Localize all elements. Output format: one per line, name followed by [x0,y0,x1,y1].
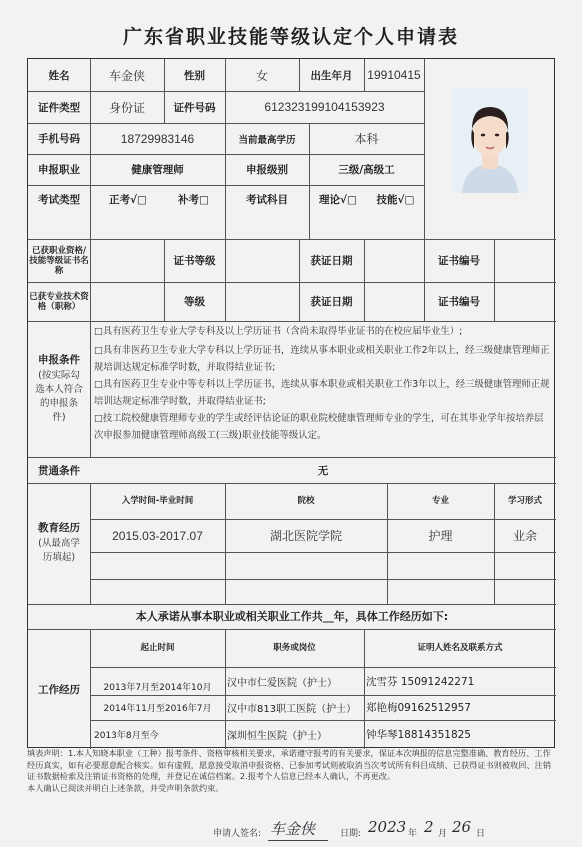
edu-row-form: 业余 [512,529,537,543]
through-value: 无 [317,464,329,477]
subject-skill-option[interactable]: 技能√□ [376,193,415,206]
obtain-date-label: 获证日期 [310,255,353,267]
exam-type-label: 考试类型 [38,193,80,206]
form-title: 广东省职业技能等级认定个人申请表 [122,26,459,48]
cond-sub: (按实际勾选本人符合的申报条件) [35,369,83,423]
cond-title: 申报条件 [38,353,80,366]
gender-label: 性别 [184,69,205,82]
edu-hist-title: 教育经历 [38,522,80,534]
condition-1[interactable]: □具有医药卫生专业大学专科及以上学历证书（含尚未取得毕业证书的在校应届毕业生）; [94,326,463,337]
gender-value: 女 [255,68,268,83]
id-type-value: 身份证 [108,100,145,115]
grade-label: 等级 [184,296,205,308]
date-label: 日期: [340,829,362,839]
edu-hist-block [28,483,90,604]
work-commitment: 本人承诺从事本职业或相关职业工作共__年，具体工作经历如下: [135,610,449,623]
id-no-value: 612323199104153923 [264,100,385,114]
form-table [27,58,555,748]
phone-value: 18729983146 [120,131,195,146]
sign-month-unit: 月 [438,829,448,839]
applicant-photo [452,89,528,193]
sign-year: 2023 [368,818,407,836]
sign-day-unit: 日 [476,829,486,839]
obtain-date2-label: 获证日期 [310,296,353,308]
subject-theory-option[interactable]: 理论√□ [319,193,357,206]
conditions-list [90,321,556,444]
signature-underline [268,840,328,841]
cond-label-block [28,321,90,457]
name-value: 车金侠 [108,68,145,83]
id-type-label: 证件类型 [38,101,80,114]
edu-header-school: 院校 [297,496,315,506]
birth-label: 出生年月 [310,69,353,82]
edu-value: 本科 [354,132,379,146]
work-row-2-witness: 郑艳梅09162512957 [366,702,471,714]
exam-first-option[interactable]: 正考√□ [109,193,147,206]
cert-level-label: 证书等级 [173,255,216,267]
job-label: 申报职业 [38,164,80,176]
job-value: 健康管理师 [131,164,184,176]
exam-makeup-option[interactable]: 补考□ [178,193,209,206]
phone-label: 手机号码 [38,133,80,145]
sign-year-unit: 年 [408,829,418,839]
declaration-text: 填表声明：1.本人知晓本职业（工种）报考条件、资格审核相关要求，承诺遵守报考的有关要求，保证本次填报的信息完整准确、教育经历、工作经历真实，如有必要愿意配合核实。如有虚假，愿意接受取消申报资格、已参加考试则被取消当次考试所有科目成绩、已获得证书则被收回、注销证书数据检索及注销证书资格的处理，并登记在诚信档案。2.报考个人信息已经本人确认，不再更改。 [27,748,552,782]
cert-no-label: 证书编号 [438,255,480,267]
exam-subject-label: 考试科目 [246,193,288,206]
edu-header-form: 学习形式 [507,496,542,506]
birth-value: 19910415 [367,68,421,82]
declaration [27,748,555,794]
sign-day: 26 [452,818,472,836]
condition-2[interactable]: □具有非医药卫生专业大学专科以上学历证书，连续从事本职业或相关职业工作2年以上，经三级健康管理师正规培训达规定标准学时数，并取得结业证书; [94,345,550,373]
work-row-2-period: 2014年11月至2016年7月 [103,704,212,714]
edu-hist-sub: (从最高学历填起) [38,538,80,563]
cert-no2-label: 证书编号 [438,296,480,308]
edu-header-period: 入学时间-毕业时间 [121,496,194,506]
edu-row-period: 2015.03-2017.07 [112,528,203,543]
work-row-3-witness: 钟华琴18814351825 [366,728,471,741]
declaration-confirm: 本人确认已阅读并明白上述条款，并受声明条款约束。 [27,782,224,793]
title-held-label: 已获专业技术资格（职称） [29,291,89,312]
work-header-witness: 证明人姓名及联系方式 [417,643,503,653]
cert-held-label: 已获职业资格/技能等级证书名称 [29,245,89,276]
sign-label: 申请人签名: [213,829,262,839]
id-no-label: 证件号码 [173,101,216,114]
work-row-1-witness: 沈雪芬 15091242271 [366,675,475,688]
edu-row-school: 湖北医院学院 [269,529,342,543]
sign-month: 2 [424,818,434,836]
through-label: 贯通条件 [38,464,80,477]
work-row-1-post: 汉中市仁爱医院（护士） [227,677,337,689]
work-hist-label: 工作经历 [38,683,80,696]
work-row-3-post: 深圳恒生医院（护士） [227,730,327,742]
work-header-post: 职务或岗位 [273,643,316,653]
work-row-2-post: 汉中市813职工医院（护士） [227,704,357,715]
name-label: 姓名 [48,69,70,82]
level-value: 三级/高级工 [338,164,395,176]
work-row-1-period: 2013年7月至2014年10月 [103,682,212,693]
edu-label: 当前最高学历 [238,134,296,146]
work-row-3-period: 2013年8月至今 [94,730,159,741]
condition-3[interactable]: □具有医药卫生专业中等专科以上学历证书，连续从事本职业或相关职业工作3年以上，经三级健康管理师正规培训达规定标准学时数，并取得结业证书; [94,379,550,407]
condition-4[interactable]: □技工院校健康管理师专业的学生或经评估论证的职业院校健康管理师专业的学生，可在其毕业学年按培养层次申报参加健康管理师高级工(三级)职业技能等级认定。 [94,413,544,441]
edu-header-major: 专业 [431,496,449,506]
edu-row-major: 护理 [428,529,453,543]
work-header-period: 起止时间 [140,643,175,653]
applicant-signature: 车金侠 [270,820,316,838]
level-label: 申报级别 [246,164,288,176]
